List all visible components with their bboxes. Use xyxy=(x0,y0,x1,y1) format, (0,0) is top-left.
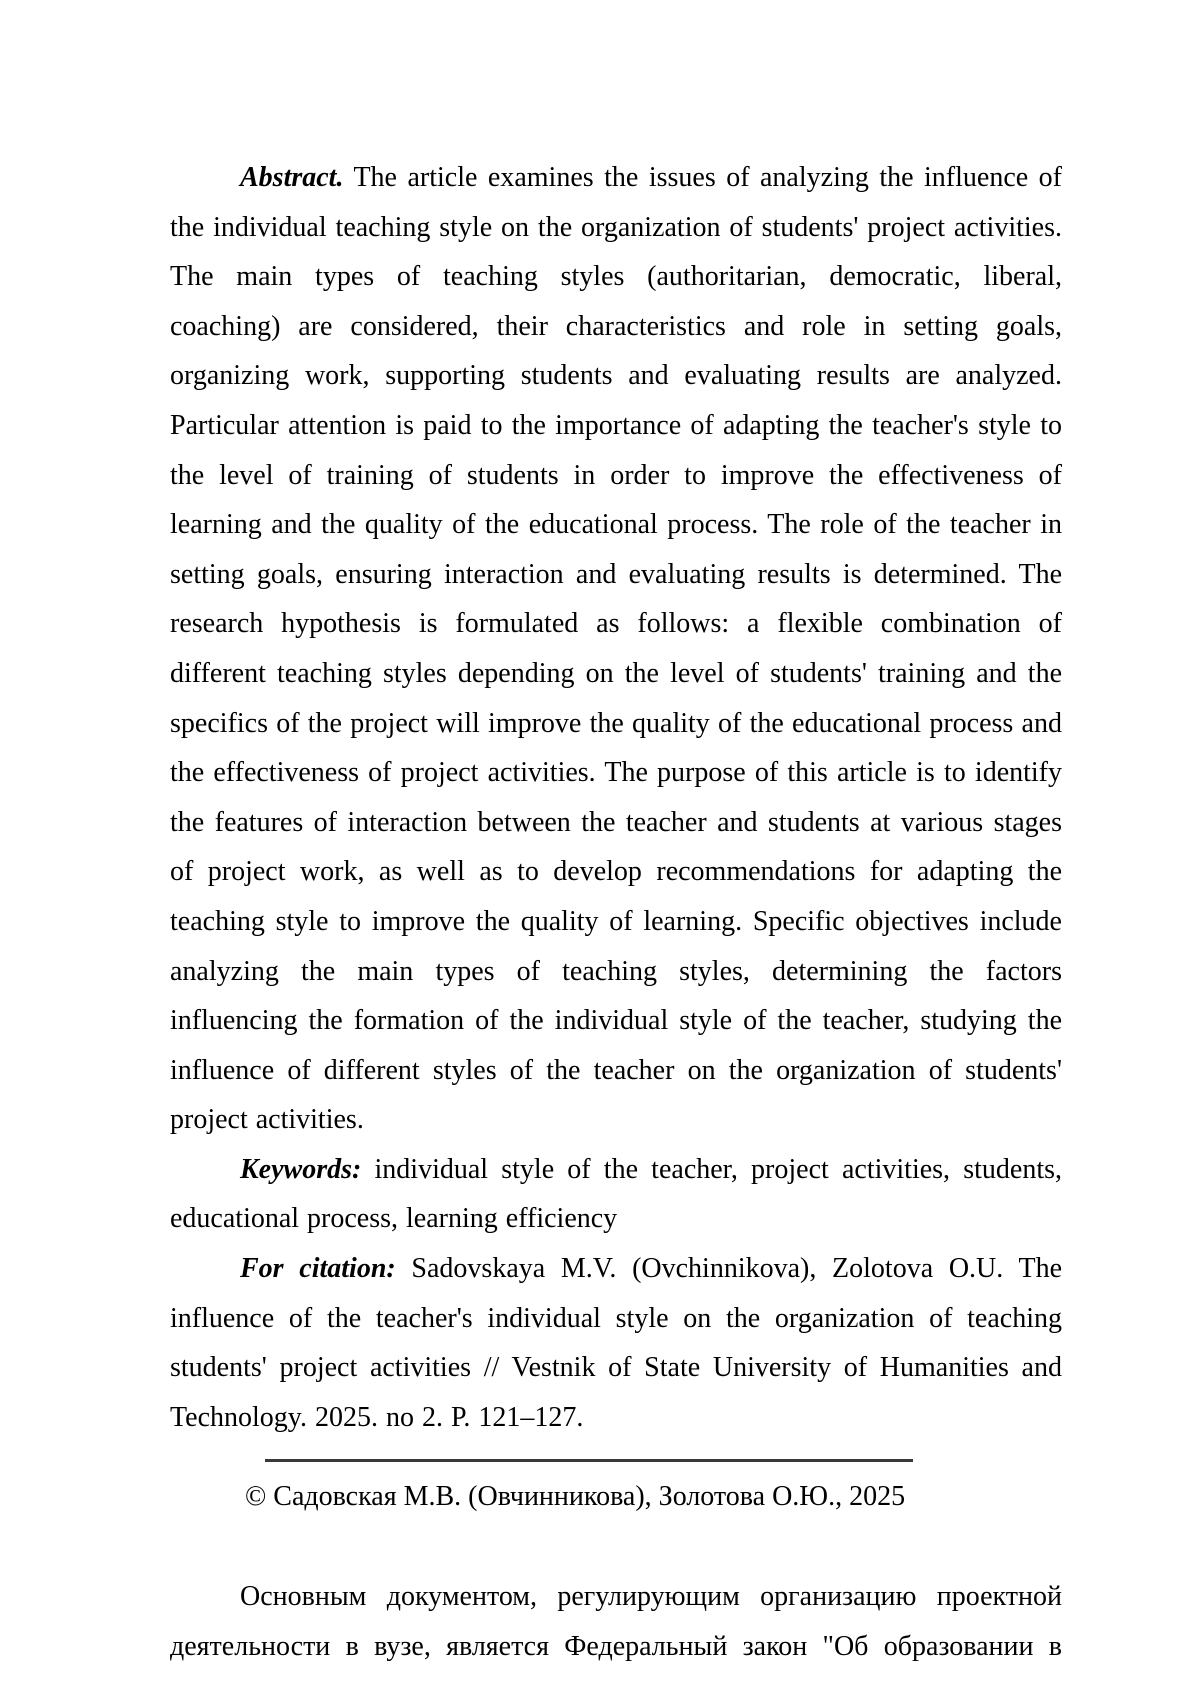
citation-text: Sadovskaya M.V. (Ovchinnikova), Zolotova O.U. The influence of the teacher's individual style on the organization of teaching students' project activities // Vestnik of State University of Humanities and Technology. 2025. no 2. P. 121–127. xyxy=(170,1253,1063,1433)
citation-label: For citation: xyxy=(240,1253,396,1285)
abstract-text: The article examines the issues of analyzing the influence of the individual teaching style on the organization of students' project activities. The main types of teaching styles (authoritarian, democratic, liberal, coaching) are considered, their characteristics and role in setting goals, organizing work, supporting students and evaluating results are analyzed. Particular attention is paid to the importance of adapting the teacher's style to the level of training of students in order to improve the effectiveness of learning and the quality of the educational process. The role of the teacher in setting goals, ensuring interaction and evaluating results is determined. The research hypothesis is formulated as follows: a flexible combination of different teaching styles depending on the level of students' training and the specifics of the project will improve the quality of the educational process and the effectiveness of project activities. The purpose of this article is to identify the features of interaction between the teacher and students at various stages of project work, as well as to develop recommendations for adapting the teaching style to improve the quality of learning. Specific objectives include analyzing the main types of teaching styles, determining the factors influencing the formation of the individual style of the teacher, studying the influence of different styles of the teacher on the organization of students' project activities. xyxy=(170,162,1062,1136)
text-column xyxy=(170,153,1062,1671)
keywords-label: Keywords: xyxy=(240,1153,362,1185)
footnote-separator xyxy=(265,1459,913,1462)
abstract-label: Abstract. xyxy=(240,162,344,193)
keywords-paragraph xyxy=(170,1145,1062,1244)
body-paragraph-russian: Основным документом, регулирующим организацию проектной деятельности в вузе, является Федеральный закон "Об образовании в xyxy=(170,1581,1062,1662)
abstract-paragraph xyxy=(170,153,1062,1145)
copyright-line: © Садовская М.В. (Овчинникова), Золотова О.Ю., 2025 xyxy=(245,1481,906,1513)
citation-paragraph xyxy=(170,1244,1062,1442)
keywords-text: individual style of the teacher, project activities, students, educational process, learning efficiency xyxy=(170,1153,1063,1235)
